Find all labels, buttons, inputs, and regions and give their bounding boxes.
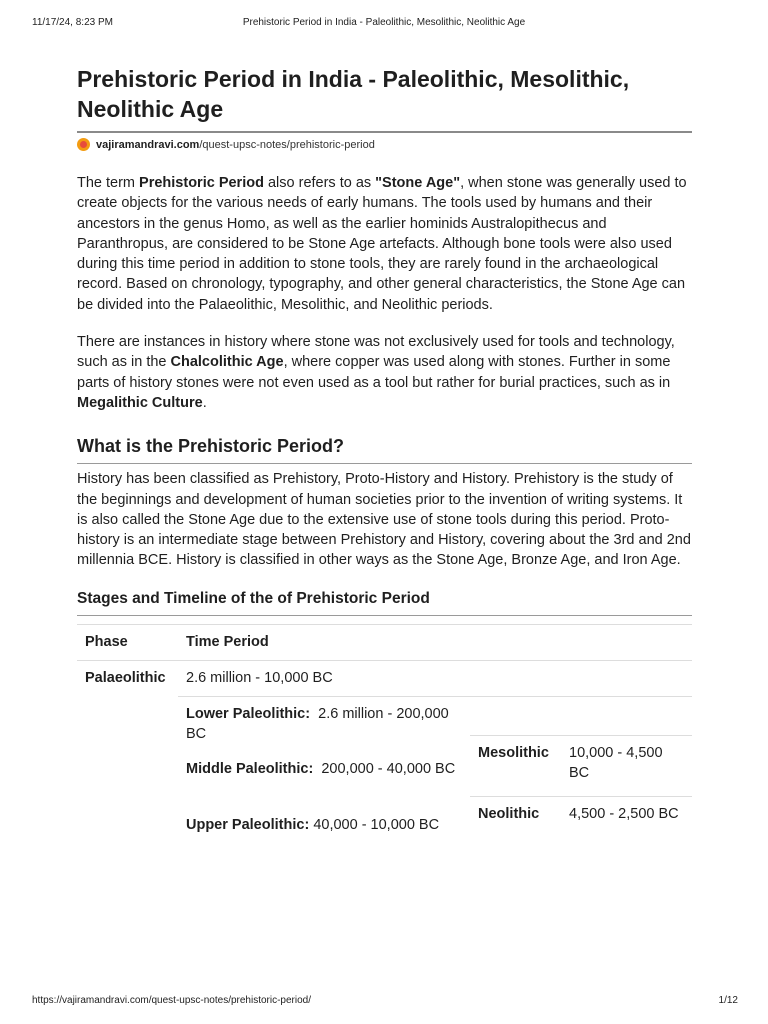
sub-value: 2.6 million - 200,000 BC [186,705,449,743]
text-run: , when stone was generally used to create objects for the various needs of early humans. The tools used by humans and their ancestors in the genus Homo, as well as the earlier hominids Australopithecus and Paranthropus, are considered to be Stone Age artefacts. Although bone tools were also used during this time period in addition to stone tools, they are rarely found in the archaeological record. Based on chronology, typography, and other general characteristics, the Stone Age can be divided into the Palaeolithic, Mesolithic, and Neolithic periods. [77,175,687,313]
source-path: /quest-upsc-notes/prehistoric-period [199,138,375,151]
text-run: The term [77,175,140,191]
second-paragraph [77,332,692,413]
sub-upper-paleolithic [186,815,476,835]
section-heading: What is the Prehistoric Period? [77,436,345,457]
section-paragraph: History has been classified as Prehistory, Proto-History and History. Prehistory is the study of the beginnings and development of human societies prior to the invention of writing systems. It is also called the Stone Age due to the extensive use of stone tools during this period. Proto-history is an intermediate stage between Prehistory and History, covering about the 3rd and 2nd millennia BCE. History is classified in other ways as the Stone Age, Bronze Age, and Iron Age. [77,471,691,569]
text-run: , where copper was used along with stones. Further in some parts of history stones were not even used as a tool but rather for burial practices, such as in [77,354,671,391]
bold-term: "Stone Age" [375,175,461,191]
bold-term: Megalithic Culture [77,394,203,411]
page-number: 1/12 [718,995,738,1006]
period-neolithic: 4,500 - 2,500 BC [569,805,679,822]
header-time-period: Time Period [186,633,269,650]
table-rule [77,660,692,661]
subsection-divider [77,615,692,616]
sub-label: Middle Paleolithic: [186,760,314,777]
timeline-table [77,624,692,864]
section-divider [77,463,692,464]
sub-value: 40,000 - 10,000 BC [313,816,440,833]
phase-palaeolithic: Palaeolithic [85,669,166,686]
text-run: . [202,394,207,411]
text-run: also refers to as [263,175,376,191]
period-mesolithic: 10,000 - 4,500 BC [569,744,663,782]
phase-mesolithic: Mesolithic [478,744,549,761]
table-rule [470,796,692,797]
sub-lower-paleolithic [186,704,456,745]
sub-label: Lower Paleolithic: [186,705,311,722]
sub-middle-paleolithic [186,759,456,779]
bold-term: Chalcolithic Age [170,354,284,371]
article-title: Prehistoric Period in India - Paleolithic, Mesolithic, Neolithic Age [77,66,630,122]
print-date: 11/17/24, 8:23 PM [32,17,113,28]
table-rule [178,696,692,697]
text-run: There are instances in history where stone was not exclusively used for tools and technology, such as in the [77,334,675,371]
intro-paragraph [77,173,692,315]
article [77,64,692,864]
table-rule [470,735,692,736]
table-rule [77,624,692,625]
print-url: https://vajiramandravi.com/quest-upsc-notes/prehistoric-period/ [32,995,312,1006]
title-divider [77,131,692,133]
source-link[interactable] [77,138,692,151]
phase-neolithic: Neolithic [478,805,540,822]
sub-value: 200,000 - 40,000 BC [321,760,456,777]
print-page-title: Prehistoric Period in India - Paleolithic, Mesolithic, Neolithic Age [242,17,526,28]
source-domain: vajiramandravi.com [96,138,200,151]
subsection-heading: Stages and Timeline of the of Prehistoric Period [77,589,430,607]
bold-term: Prehistoric Period [139,175,264,191]
period-palaeolithic: 2.6 million - 10,000 BC [186,669,333,686]
sub-label: Upper Paleolithic: [186,816,310,833]
site-favicon-icon [77,138,90,151]
header-phase: Phase [85,633,128,650]
